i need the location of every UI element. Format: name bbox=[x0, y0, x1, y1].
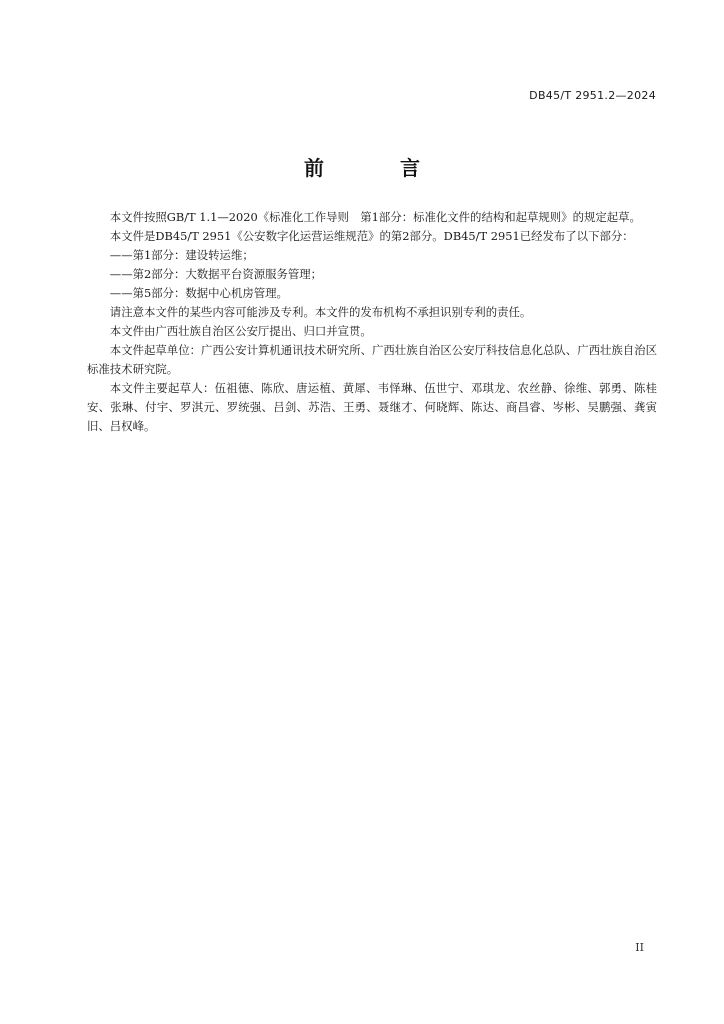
list-item-part-2: ——第2部分：大数据平台资源服务管理； bbox=[109, 267, 323, 281]
paragraph-proposer: 本文件由广西壮族自治区公安厅提出、归口并宣贯。 bbox=[109, 324, 372, 338]
paragraph-drafters: 本文件主要起草人：伍祖德、陈欣、唐运植、黄犀、韦怿琳、伍世宁、邓琪龙、农丝静、徐维、郭勇、陈桂安、张琳、付宇、罗淇元、罗统强、吕剑、苏浩、王勇、聂继才、何晓辉、陈达、商昌睿、岑彬、吴鹏强、龚寅旧、吕权峰。 bbox=[87, 381, 657, 433]
page-number: II bbox=[635, 941, 644, 954]
list-item-part-5: ——第5部分：数据中心机房管理。 bbox=[109, 286, 288, 300]
list-item-part-1: ——第1部分：建设转运维； bbox=[109, 248, 254, 262]
paragraph-patent-notice: 请注意本文件的某些内容可能涉及专利。本文件的发布机构不承担识别专利的责任。 bbox=[109, 305, 532, 319]
paragraph-drafting-rules: 本文件按照GB/T 1.1—2020《标准化工作导则 第1部分：标准化文件的结构和起草规则》的规定起草。 bbox=[109, 210, 641, 224]
paragraph-drafting-units: 本文件起草单位：广西公安计算机通讯技术研究所、广西壮族自治区公安厅科技信息化总队、广西壮族自治区标准技术研究院。 bbox=[87, 343, 657, 376]
page-title: 前 言 bbox=[304, 156, 448, 180]
foreword-body bbox=[87, 208, 657, 436]
standard-code: DB45/T 2951.2—2024 bbox=[529, 89, 656, 102]
paragraph-part-statement: 本文件是DB45/T 2951《公安数字化运营运维规范》的第2部分。DB45/T 2951已经发布了以下部分： bbox=[109, 229, 634, 243]
